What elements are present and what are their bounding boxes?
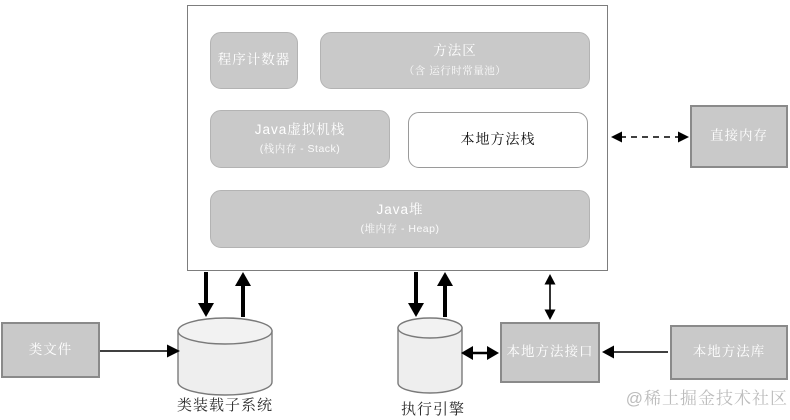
runtime-to-engine-down-arrow [408, 272, 424, 317]
class-loader-subsystem-label: 类装载子系统 [176, 397, 273, 414]
program-counter-box [210, 32, 298, 89]
method-area-label: 方法区 [433, 43, 477, 59]
java-heap-box [210, 190, 590, 248]
method-area-box [320, 32, 590, 89]
runtime-directmemory-dashed-arrow [611, 132, 689, 143]
jvm-stack-box [210, 110, 390, 168]
native-method-stack-box [408, 112, 588, 168]
class-file-label: 类文件 [28, 341, 73, 357]
native-method-interface-box [500, 322, 600, 383]
method-area-sublabel: （含 运行时常量池） [403, 64, 507, 77]
class-file-box [1, 322, 100, 378]
native-method-interface-label: 本地方法接口 [506, 344, 594, 360]
native-method-library-box [670, 325, 788, 380]
native-method-stack-label: 本地方法栈 [460, 131, 536, 148]
jvm-stack-sublabel: (栈内存 - Stack) [259, 143, 341, 156]
direct-memory-label: 直接内存 [710, 128, 768, 144]
program-counter-label: 程序计数器 [217, 52, 291, 68]
direct-memory-box [690, 105, 788, 168]
native-method-library-label: 本地方法库 [692, 344, 766, 360]
engine-to-runtime-up-arrow [437, 272, 453, 317]
java-heap-label: Java堆 [376, 201, 424, 217]
jvm-stack-label: Java虚拟机栈 [254, 121, 346, 137]
runtime-to-interface-double-arrow [545, 274, 556, 320]
watermark: @稀土掘金技术社区 [625, 389, 788, 408]
execution-engine-label: 执行引擎 [400, 401, 465, 418]
library-to-interface-arrow [602, 346, 668, 359]
classfile-to-loader-arrow [100, 345, 180, 358]
engine-interface-double-arrow [461, 346, 499, 360]
execution-engine-cylinder [398, 318, 462, 393]
java-heap-sublabel: (堆内存 - Heap) [360, 223, 440, 236]
class-loader-subsystem-cylinder [178, 318, 272, 395]
runtime-to-loader-down-arrow [198, 272, 214, 317]
loader-to-runtime-up-arrow [235, 272, 251, 317]
